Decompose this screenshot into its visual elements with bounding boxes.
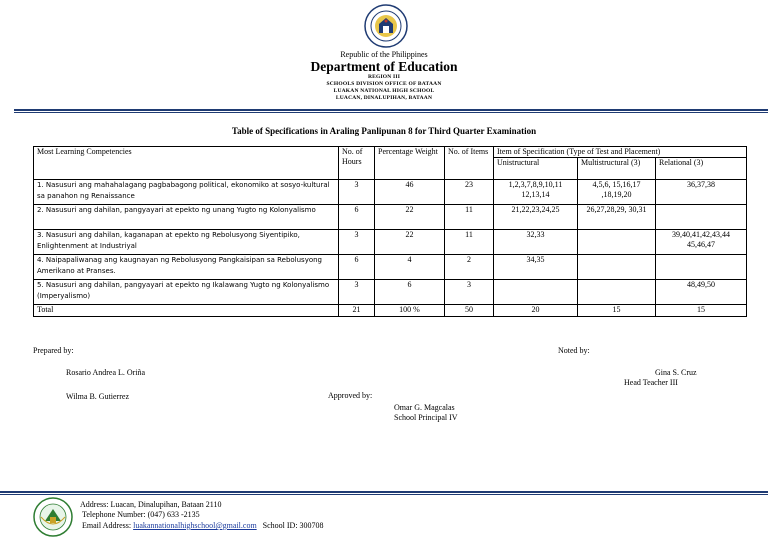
hours-cell: 3 [339,280,375,305]
competency-cell: 2. Nasusuri ang dahilan, pangyayari at epekto ng unang Yugto ng Kolonyalismo [34,205,339,230]
header-spec: Item of Specification (Type of Test and Placement) [494,147,747,158]
unistructural-cell: 21,22,23,24,25 [494,205,578,230]
weight-cell: 22 [375,230,445,255]
total-items: 50 [445,305,494,317]
region-text: REGION III [367,74,401,80]
header-divider [14,109,768,111]
unistructural-cell: 32,33 [494,230,578,255]
weight-cell: 4 [375,255,445,280]
header-items: No. of Items [445,147,494,180]
total-multistructural: 15 [578,305,656,317]
noter-title: Head Teacher III [624,378,678,387]
footer-telephone: Telephone Number: (047) 633 -2135 [82,510,200,519]
hours-cell: 6 [339,205,375,230]
hours-cell: 3 [339,180,375,205]
deped-seal-icon [364,4,408,48]
competency-cell: 3. Nasusuri ang dahilan, kaganapan at epekto ng Rebolusyong Siyentipiko, Enlightenment at Industriyal [34,230,339,255]
school-logo-icon [33,497,73,537]
total-unistructural: 20 [494,305,578,317]
competency-cell: 1. Nasusuri ang mahahalagang pagbabagong political, ekonomiko at sosyo-kultural sa panahon ng Renaissance [34,180,339,205]
items-cell: 2 [445,255,494,280]
header-competencies: Most Learning Competencies [34,147,339,180]
weight-cell: 22 [375,205,445,230]
email-label: Email Address: [82,521,132,530]
unistructural-cell: 1,2,3,7,8,9,10,11 12,13,14 [494,180,578,205]
table-row [34,255,747,280]
table-row [34,230,747,255]
footer-address: Address: Luacan, Dinalupihan, Bataan 2110 [80,500,222,509]
header-hours: No. of Hours [339,147,375,180]
items-cell: 23 [445,180,494,205]
unistructural-cell [494,280,578,305]
table-row [34,180,747,205]
competency-cell: 5. Nasusuri ang dahilan, pangyayari at epekto ng Ikalawang Yugto ng Kolonyalismo (Imperyalismo) [34,280,339,305]
header-unistructural: Unistructural [494,158,578,180]
competency-cell: 4. Naipapaliwanag ang kaugnayan ng Rebolusyong Pangkaisipan sa Rebolusyong Amerikano at Pranses. [34,255,339,280]
items-cell: 11 [445,230,494,255]
relational-cell [656,205,747,230]
specification-table [33,146,747,317]
total-label: Total [34,305,339,317]
relational-cell [656,255,747,280]
noted-by-label: Noted by: [558,346,590,355]
approver-title: School Principal IV [394,413,458,422]
school-id: School ID: 300708 [262,521,324,530]
header-multistructural: Multistructural (3) [578,158,656,180]
preparer-name: Rosario Andrea L. Oriña [66,368,146,377]
items-cell: 3 [445,280,494,305]
footer-divider [0,491,768,493]
total-relational: 15 [656,305,747,317]
hours-cell: 6 [339,255,375,280]
header-weight: Percentage Weight [375,147,445,180]
email-link[interactable]: luakannationalhighschool@gmail.com [133,521,257,530]
department-name: Department of Education [310,59,458,74]
total-row [34,305,747,317]
republic-text: Republic of the Philippines [340,50,428,59]
unistructural-cell: 34,35 [494,255,578,280]
preparer-name: Wilma B. Gutierrez [66,392,129,401]
relational-cell: 48,49,50 [656,280,747,305]
table-row [34,205,747,230]
weight-cell: 46 [375,180,445,205]
multistructural-cell: 26,27,28,29, 30,31 [578,205,656,230]
multistructural-cell [578,230,656,255]
document-title: Table of Specifications in Araling Panlipunan 8 for Third Quarter Examination [231,126,537,136]
relational-cell: 39,40,41,42,43,44 45,46,47 [656,230,747,255]
noter-name: Gina S. Cruz [655,368,697,377]
division-text: SCHOOLS DIVISION OFFICE OF BATAAN [326,81,442,87]
footer-divider-thin [0,494,768,495]
multistructural-cell: 4,5,6, 15,16,17 ,18,19,20 [578,180,656,205]
footer-email-line [82,521,324,530]
approved-by-label: Approved by: [328,391,373,400]
school-address: LUACAN, DINALUPIHAN, BATAAN [335,95,433,101]
multistructural-cell [578,280,656,305]
header-relational: Relational (3) [656,158,747,180]
relational-cell: 36,37,38 [656,180,747,205]
table-row [34,280,747,305]
hours-cell: 3 [339,230,375,255]
multistructural-cell [578,255,656,280]
header-divider-thin [14,112,768,113]
items-cell: 11 [445,205,494,230]
school-name: LUAKAN NATIONAL HIGH SCHOOL [333,88,435,94]
weight-cell: 6 [375,280,445,305]
approver-name: Omar G. Magcalas [394,403,455,412]
total-hours: 21 [339,305,375,317]
total-weight: 100 % [375,305,445,317]
prepared-by-label: Prepared by: [33,346,74,355]
